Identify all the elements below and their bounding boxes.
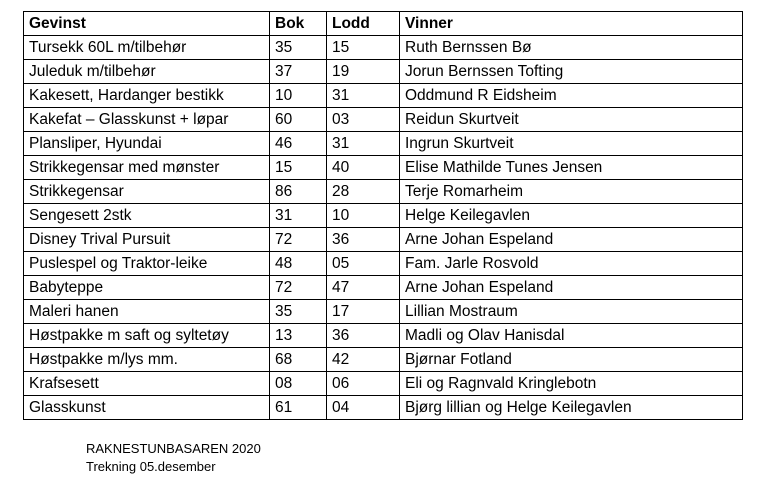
cell-book: 72 — [270, 228, 327, 252]
cell-book: 31 — [270, 204, 327, 228]
cell-prize: Kakesett, Hardanger bestikk — [24, 84, 270, 108]
cell-winner: Reidun Skurtveit — [400, 108, 743, 132]
table-row — [24, 324, 743, 348]
cell-book: 35 — [270, 36, 327, 60]
table-row — [24, 372, 743, 396]
cell-winner: Ruth Bernssen Bø — [400, 36, 743, 60]
cell-prize: Babyteppe — [24, 276, 270, 300]
cell-book: 13 — [270, 324, 327, 348]
cell-book: 15 — [270, 156, 327, 180]
cell-prize: Puslespel og Traktor-leike — [24, 252, 270, 276]
cell-prize: Juleduk m/tilbehør — [24, 60, 270, 84]
cell-prize: Maleri hanen — [24, 300, 270, 324]
header-lodd: Lodd — [327, 12, 400, 36]
cell-ticket: 28 — [327, 180, 400, 204]
cell-ticket: 15 — [327, 36, 400, 60]
table-header-row — [24, 12, 743, 36]
cell-ticket: 10 — [327, 204, 400, 228]
cell-prize: Kakefat – Glasskunst + løpar — [24, 108, 270, 132]
cell-ticket: 40 — [327, 156, 400, 180]
header-gevinst: Gevinst — [24, 12, 270, 36]
cell-prize: Tursekk 60L m/tilbehør — [24, 36, 270, 60]
cell-ticket: 42 — [327, 348, 400, 372]
cell-prize: Plansliper, Hyundai — [24, 132, 270, 156]
cell-book: 68 — [270, 348, 327, 372]
cell-ticket: 47 — [327, 276, 400, 300]
cell-book: 48 — [270, 252, 327, 276]
cell-winner: Oddmund R Eidsheim — [400, 84, 743, 108]
draw-date: Trekning 05.desember — [86, 459, 216, 474]
cell-ticket: 36 — [327, 228, 400, 252]
cell-prize: Sengesett 2stk — [24, 204, 270, 228]
cell-winner: Helge Keilegavlen — [400, 204, 743, 228]
cell-winner: Arne Johan Espeland — [400, 228, 743, 252]
table-row — [24, 36, 743, 60]
table-row — [24, 132, 743, 156]
cell-winner: Arne Johan Espeland — [400, 276, 743, 300]
table-row — [24, 180, 743, 204]
cell-book: 10 — [270, 84, 327, 108]
cell-winner: Ingrun Skurtveit — [400, 132, 743, 156]
prize-table — [23, 11, 743, 420]
table-row — [24, 84, 743, 108]
table-row — [24, 228, 743, 252]
cell-book: 61 — [270, 396, 327, 420]
cell-book: 35 — [270, 300, 327, 324]
cell-ticket: 31 — [327, 132, 400, 156]
cell-winner: Madli og Olav Hanisdal — [400, 324, 743, 348]
cell-book: 37 — [270, 60, 327, 84]
cell-prize: Krafsesett — [24, 372, 270, 396]
cell-winner: Terje Romarheim — [400, 180, 743, 204]
table-row — [24, 396, 743, 420]
cell-book: 46 — [270, 132, 327, 156]
cell-winner: Bjørnar Fotland — [400, 348, 743, 372]
event-title: RAKNESTUNBASAREN 2020 — [86, 441, 261, 456]
footer — [86, 440, 261, 476]
cell-ticket: 04 — [327, 396, 400, 420]
cell-prize: Disney Trival Pursuit — [24, 228, 270, 252]
cell-ticket: 06 — [327, 372, 400, 396]
cell-book: 08 — [270, 372, 327, 396]
table-row — [24, 300, 743, 324]
table-row — [24, 108, 743, 132]
cell-ticket: 19 — [327, 60, 400, 84]
cell-winner: Lillian Mostraum — [400, 300, 743, 324]
cell-book: 60 — [270, 108, 327, 132]
table-row — [24, 252, 743, 276]
cell-winner: Jorun Bernssen Tofting — [400, 60, 743, 84]
header-vinner: Vinner — [400, 12, 743, 36]
table-row — [24, 204, 743, 228]
cell-prize: Strikkegensar med mønster — [24, 156, 270, 180]
table-row — [24, 348, 743, 372]
cell-ticket: 03 — [327, 108, 400, 132]
table-row — [24, 60, 743, 84]
cell-ticket: 17 — [327, 300, 400, 324]
cell-winner: Fam. Jarle Rosvold — [400, 252, 743, 276]
table-body — [24, 36, 743, 420]
table-row — [24, 156, 743, 180]
cell-book: 72 — [270, 276, 327, 300]
header-bok: Bok — [270, 12, 327, 36]
cell-winner: Elise Mathilde Tunes Jensen — [400, 156, 743, 180]
cell-winner: Eli og Ragnvald Kringlebotn — [400, 372, 743, 396]
table-row — [24, 276, 743, 300]
cell-ticket: 36 — [327, 324, 400, 348]
cell-ticket: 05 — [327, 252, 400, 276]
cell-prize: Strikkegensar — [24, 180, 270, 204]
cell-prize: Høstpakke m/lys mm. — [24, 348, 270, 372]
cell-ticket: 31 — [327, 84, 400, 108]
cell-winner: Bjørg lillian og Helge Keilegavlen — [400, 396, 743, 420]
cell-prize: Glasskunst — [24, 396, 270, 420]
cell-prize: Høstpakke m saft og syltetøy — [24, 324, 270, 348]
cell-book: 86 — [270, 180, 327, 204]
